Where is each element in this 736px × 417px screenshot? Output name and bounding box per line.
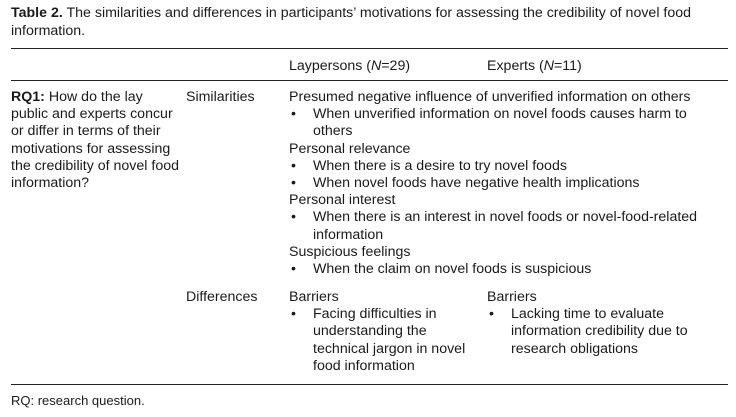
- similarities-list: [289, 89, 729, 278]
- category-heading: Personal interest: [289, 192, 396, 209]
- list-item: • When there is a desire to try novel foods: [289, 158, 729, 175]
- table-number: Table 2.: [11, 5, 63, 21]
- list-item: • When the claim on novel foods is suspicious: [289, 261, 729, 278]
- differences-laypersons: [289, 289, 479, 375]
- category-heading: Suspicious feelings: [289, 243, 411, 260]
- bullet-list: [289, 106, 729, 140]
- top-rule: [11, 48, 728, 49]
- header-laypersons: Laypersons (N=29): [289, 58, 411, 74]
- list-item: • When unverified information on novel foods causes harm to others: [289, 106, 729, 140]
- list-item: • Facing difficulties in understanding the technical jargon in novel food information: [289, 306, 479, 375]
- category-heading: Personal relevance: [289, 140, 411, 157]
- rq-text: How do the lay public and experts concur or differ in terms of their motivations for assessing the credibility of novel food information?: [11, 89, 179, 192]
- list-item: • When novel foods have negative health implications: [289, 175, 729, 192]
- table-caption: [11, 4, 726, 40]
- bullet-list: [487, 306, 727, 358]
- rq-label: RQ1:: [11, 89, 45, 105]
- category-heading: Barriers: [487, 289, 537, 305]
- research-question: [11, 89, 179, 192]
- category-heading: Barriers: [289, 289, 339, 305]
- header-experts: Experts (N=11): [487, 58, 582, 74]
- similarities-label: Similarities: [186, 89, 255, 105]
- differences-label: Differences: [186, 289, 258, 305]
- bullet-list: [289, 158, 729, 192]
- bullet-list: [289, 209, 729, 243]
- bottom-rule: [11, 384, 728, 385]
- list-item: • When there is an interest in novel foods or novel-food-related information: [289, 209, 729, 243]
- list-item: • Lacking time to evaluate information credibility due to research obligations: [487, 306, 727, 358]
- table-footnote: RQ: research question.: [11, 393, 145, 408]
- bullet-list: [289, 306, 479, 375]
- caption-text: The similarities and differences in participants’ motivations for assessing the credibility of novel food information.: [11, 5, 692, 39]
- category-heading: Presumed negative influence of unverified information on others: [289, 89, 691, 105]
- differences-experts: [487, 289, 727, 358]
- header-rule: [11, 80, 728, 81]
- bullet-list: [289, 261, 729, 278]
